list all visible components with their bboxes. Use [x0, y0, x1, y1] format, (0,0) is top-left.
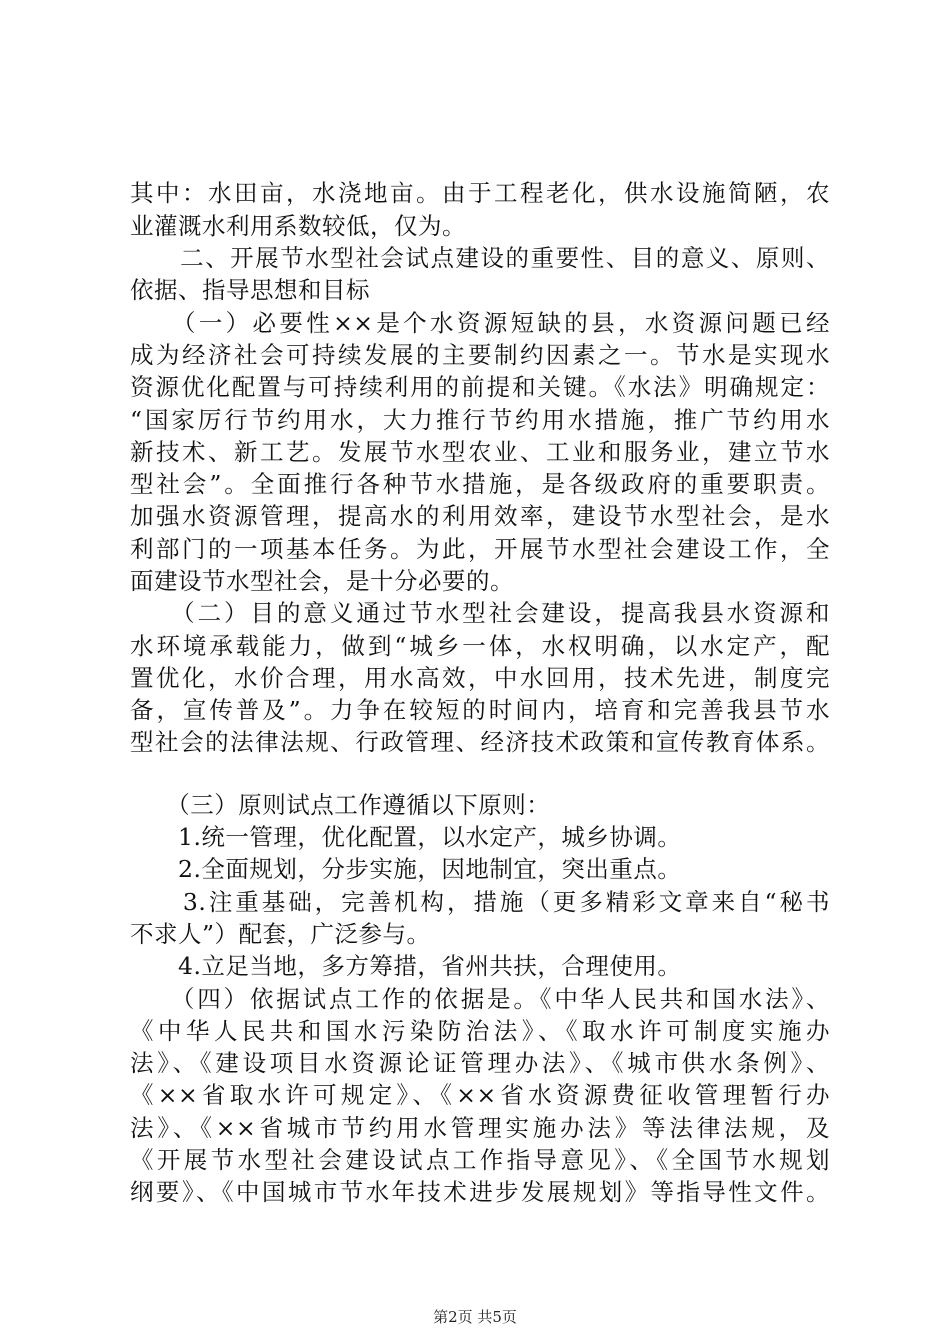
text-line: （二）目的意义通过节水型社会建设，提高我县水资源和	[130, 599, 830, 627]
text-line: 2.全面规划，分步实施，因地制宜，突出重点。	[130, 855, 682, 883]
text-line: 加强水资源管理，提高水的利用效率，建设节水型社会，是水	[130, 502, 830, 530]
text-line: 《开展节水型社会建设试点工作指导意见》、《全国节水规划	[130, 1146, 830, 1174]
text-line: 其中：水田亩，水浇地亩。由于工程老化，供水设施简陋，农	[130, 179, 830, 207]
text-line: 1.统一管理，优化配置，以水定产，城乡协调。	[130, 823, 682, 851]
text-line: 水环境承载能力，做到“城乡一体，水权明确，以水定产，配	[130, 632, 830, 660]
text-line: （四）依据试点工作的依据是。《中华人民共和国水法》、	[130, 985, 830, 1013]
text-line: 《中华人民共和国水污染防治法》、《取水许可制度实施办	[130, 1017, 830, 1045]
text-line: 备，宣传普及”。力争在较短的时间内，培育和完善我县节水	[130, 696, 830, 724]
text-line: “国家厉行节约用水，大力推行节约用水措施，推广节约用水	[130, 406, 830, 434]
text-line: 成为经济社会可持续发展的主要制约因素之一。节水是实现水	[130, 341, 830, 369]
text-line: （三）原则试点工作遵循以下原则：	[130, 791, 551, 819]
text-line: （一）必要性××是个水资源短缺的县，水资源问题已经	[130, 309, 830, 337]
text-line: 法》、《建设项目水资源论证管理办法》、《城市供水条例》、	[130, 1049, 830, 1077]
page-number-footer: 第2页 共5页	[433, 1308, 517, 1326]
text-line: 新技术、新工艺。发展节水型农业、工业和服务业，建立节水	[130, 438, 830, 466]
text-line: 3.注重基础，完善机构，措施（更多精彩文章来自“秘书	[130, 888, 830, 916]
text-line: 型社会的法律法规、行政管理、经济技术政策和宣传教育体系。	[130, 728, 830, 756]
text-line: 纲要》、《中国城市节水年技术进步发展规划》等指导性文件。	[130, 1178, 830, 1206]
text-line: 资源优化配置与可持续利用的前提和关键。《水法》明确规定：	[130, 373, 830, 401]
text-line: 法》、《××省城市节约用水管理实施办法》等法律法规，及	[130, 1114, 830, 1142]
text-line: 不求人”）配套，广泛参与。	[130, 920, 431, 948]
text-line: 二、开展节水型社会试点建设的重要性、目的意义、原则、	[130, 244, 830, 272]
text-line: 型社会”。全面推行各种节水措施，是各级政府的重要职责。	[130, 470, 830, 498]
text-line: 利部门的一项基本任务。为此，开展节水型社会建设工作，全	[130, 535, 830, 563]
text-line: 依据、指导思想和目标	[130, 276, 370, 304]
text-line: 4.立足当地，多方筹措，省州共扶，合理使用。	[130, 952, 682, 980]
text-line: 业灌溉水利用系数较低，仅为。	[130, 212, 466, 240]
text-line: 面建设节水型社会，是十分必要的。	[130, 567, 514, 595]
text-line: 置优化，水价合理，用水高效，中水回用，技术先进，制度完	[130, 664, 830, 692]
text-line: 《××省取水许可规定》、《××省水资源费征收管理暂行办	[130, 1081, 830, 1109]
